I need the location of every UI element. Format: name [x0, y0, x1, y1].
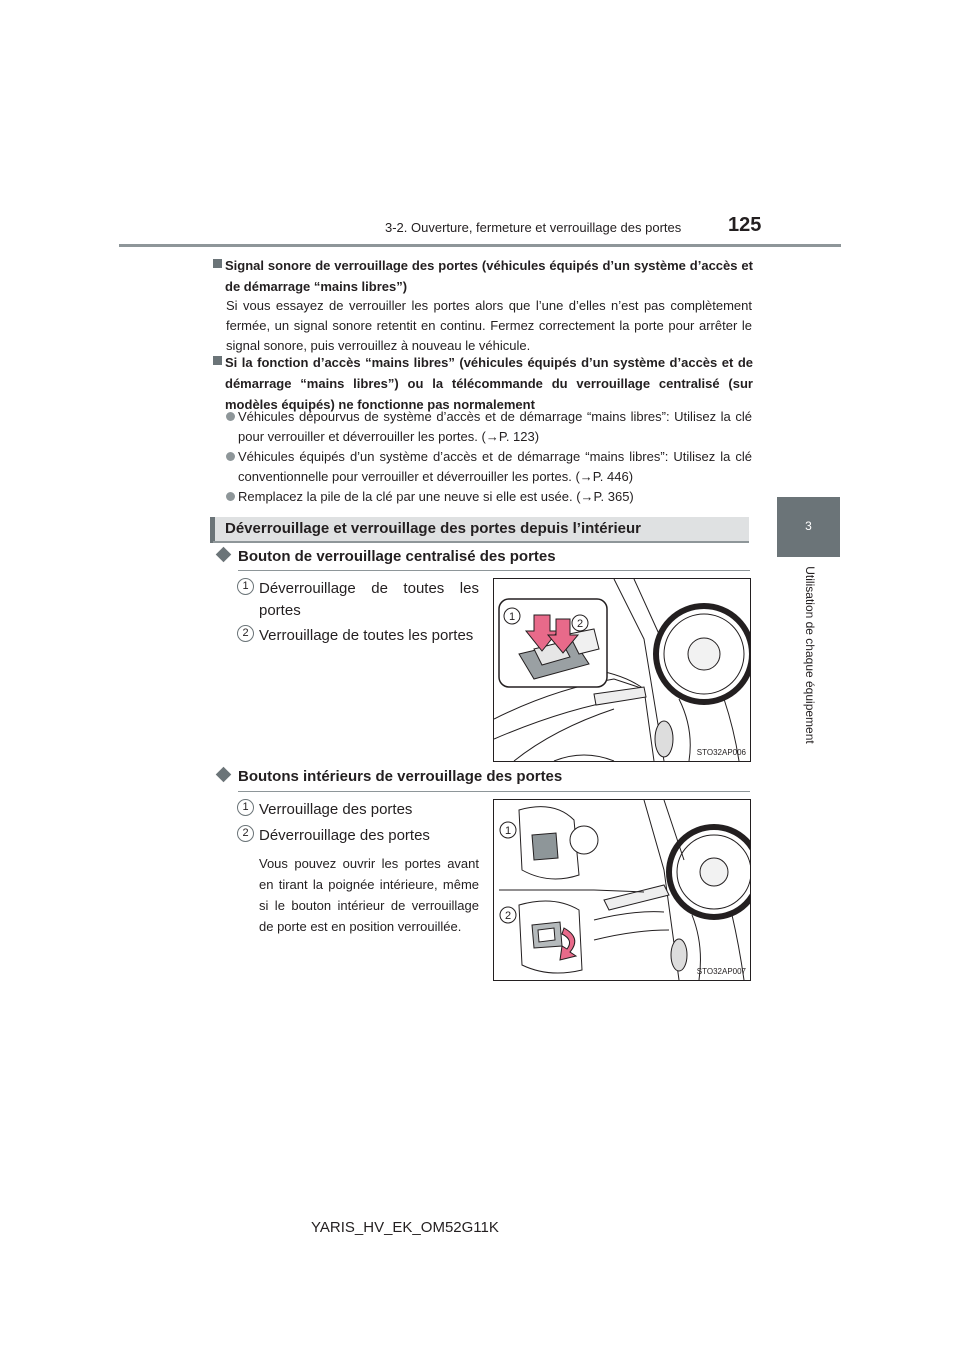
item-text-unlock: Déverrouillage des portes	[259, 827, 430, 844]
square-bullet-icon	[213, 259, 222, 268]
inside-handle-note: Vous pouvez ouvrir les portes avant en tirant la poignée intérieure, même si le bouton intérieur de verrouillage de porte est en position verrouillée.	[259, 856, 479, 934]
list-item: Remplacez la pile de la clé par une neuve si elle est usée. (→P. 365)	[226, 487, 752, 507]
figure-central-lock-switch	[493, 578, 751, 762]
section-title: Déverrouillage et verrouillage des portes depuis l’intérieur	[225, 520, 641, 537]
subsection-divider	[238, 791, 750, 792]
subsection-divider	[238, 570, 750, 571]
diamond-icon	[216, 767, 232, 783]
square-bullet-icon	[213, 356, 222, 365]
svg-text:1: 1	[508, 611, 516, 623]
item-number-2: 2	[237, 825, 254, 842]
svg-text:1: 1	[504, 825, 512, 837]
subsection-heading-inside-buttons: Boutons intérieurs de verrouillage des portes	[218, 768, 562, 785]
item-number-2: 2	[237, 625, 254, 642]
diamond-icon	[216, 547, 232, 563]
section-bar-underline	[213, 541, 749, 543]
svg-text:2: 2	[504, 910, 512, 922]
door-panel-illustration	[494, 800, 750, 980]
item-text-lock-all: Verrouillage de toutes les portes	[259, 627, 474, 644]
round-bullet-icon	[226, 492, 235, 501]
round-bullet-icon	[226, 412, 235, 421]
svg-text:2: 2	[576, 618, 584, 630]
note-text-signal: Si vous essayez de verrouiller les portes alors que l’une d’elles n’est pas complètement fermée, un signal sonore retentit en continu. Fermez correctement la porte pour arrêter le signal sonore, puis verrouillez à nouveau le véhicule.	[226, 298, 752, 353]
item-number-1: 1	[237, 578, 254, 595]
model-code: YARIS_HV_EK_OM52G11K	[311, 1219, 499, 1236]
door-panel-illustration	[494, 579, 750, 761]
section-bar-accent	[210, 517, 215, 543]
chapter-label: Utilisation de chaque équipement	[803, 566, 817, 744]
subsection-heading-central-switch: Bouton de verrouillage centralisé des portes	[218, 548, 556, 565]
chapter-number: 3	[805, 519, 812, 533]
item-text-lock: Verrouillage des portes	[259, 801, 413, 818]
item-text-unlock-all: Déverrouillage de toutes les portes	[259, 580, 479, 619]
round-bullet-icon	[226, 452, 235, 461]
page-number: 125	[728, 214, 762, 236]
note-heading-malfunction: Si la fonction d’accès “mains libres” (véhicules équipés d’un système d’accès et de démarrage “mains libres”) ou la télécommande du verrouillage centralisé (sur modèles équipés) ne fonctionne pas normalement	[213, 352, 753, 415]
figure-code: STO32AP006	[696, 748, 746, 757]
section-running-title: 3-2. Ouverture, fermeture et verrouillage des portes	[385, 220, 682, 235]
header-divider	[119, 244, 841, 247]
figure-inside-lock-buttons	[493, 799, 751, 981]
figure-code: STO32AP007	[696, 967, 746, 976]
item-number-1: 1	[237, 799, 254, 816]
note-heading-signal: Signal sonore de verrouillage des portes (véhicules équipés d’un système d’accès et de démarrage “mains libres”)	[213, 255, 753, 297]
list-item: Véhicules dépourvus de système d’accès et de démarrage “mains libres”: Utilisez la clé pour verrouiller et déverrouiller les portes. (→P. 123)	[226, 407, 752, 447]
list-item: Véhicules équipés d’un système d’accès et de démarrage “mains libres”: Utilisez la clé conventionnelle pour verrouiller et déverrouiller les portes. (→P. 446)	[226, 447, 752, 487]
